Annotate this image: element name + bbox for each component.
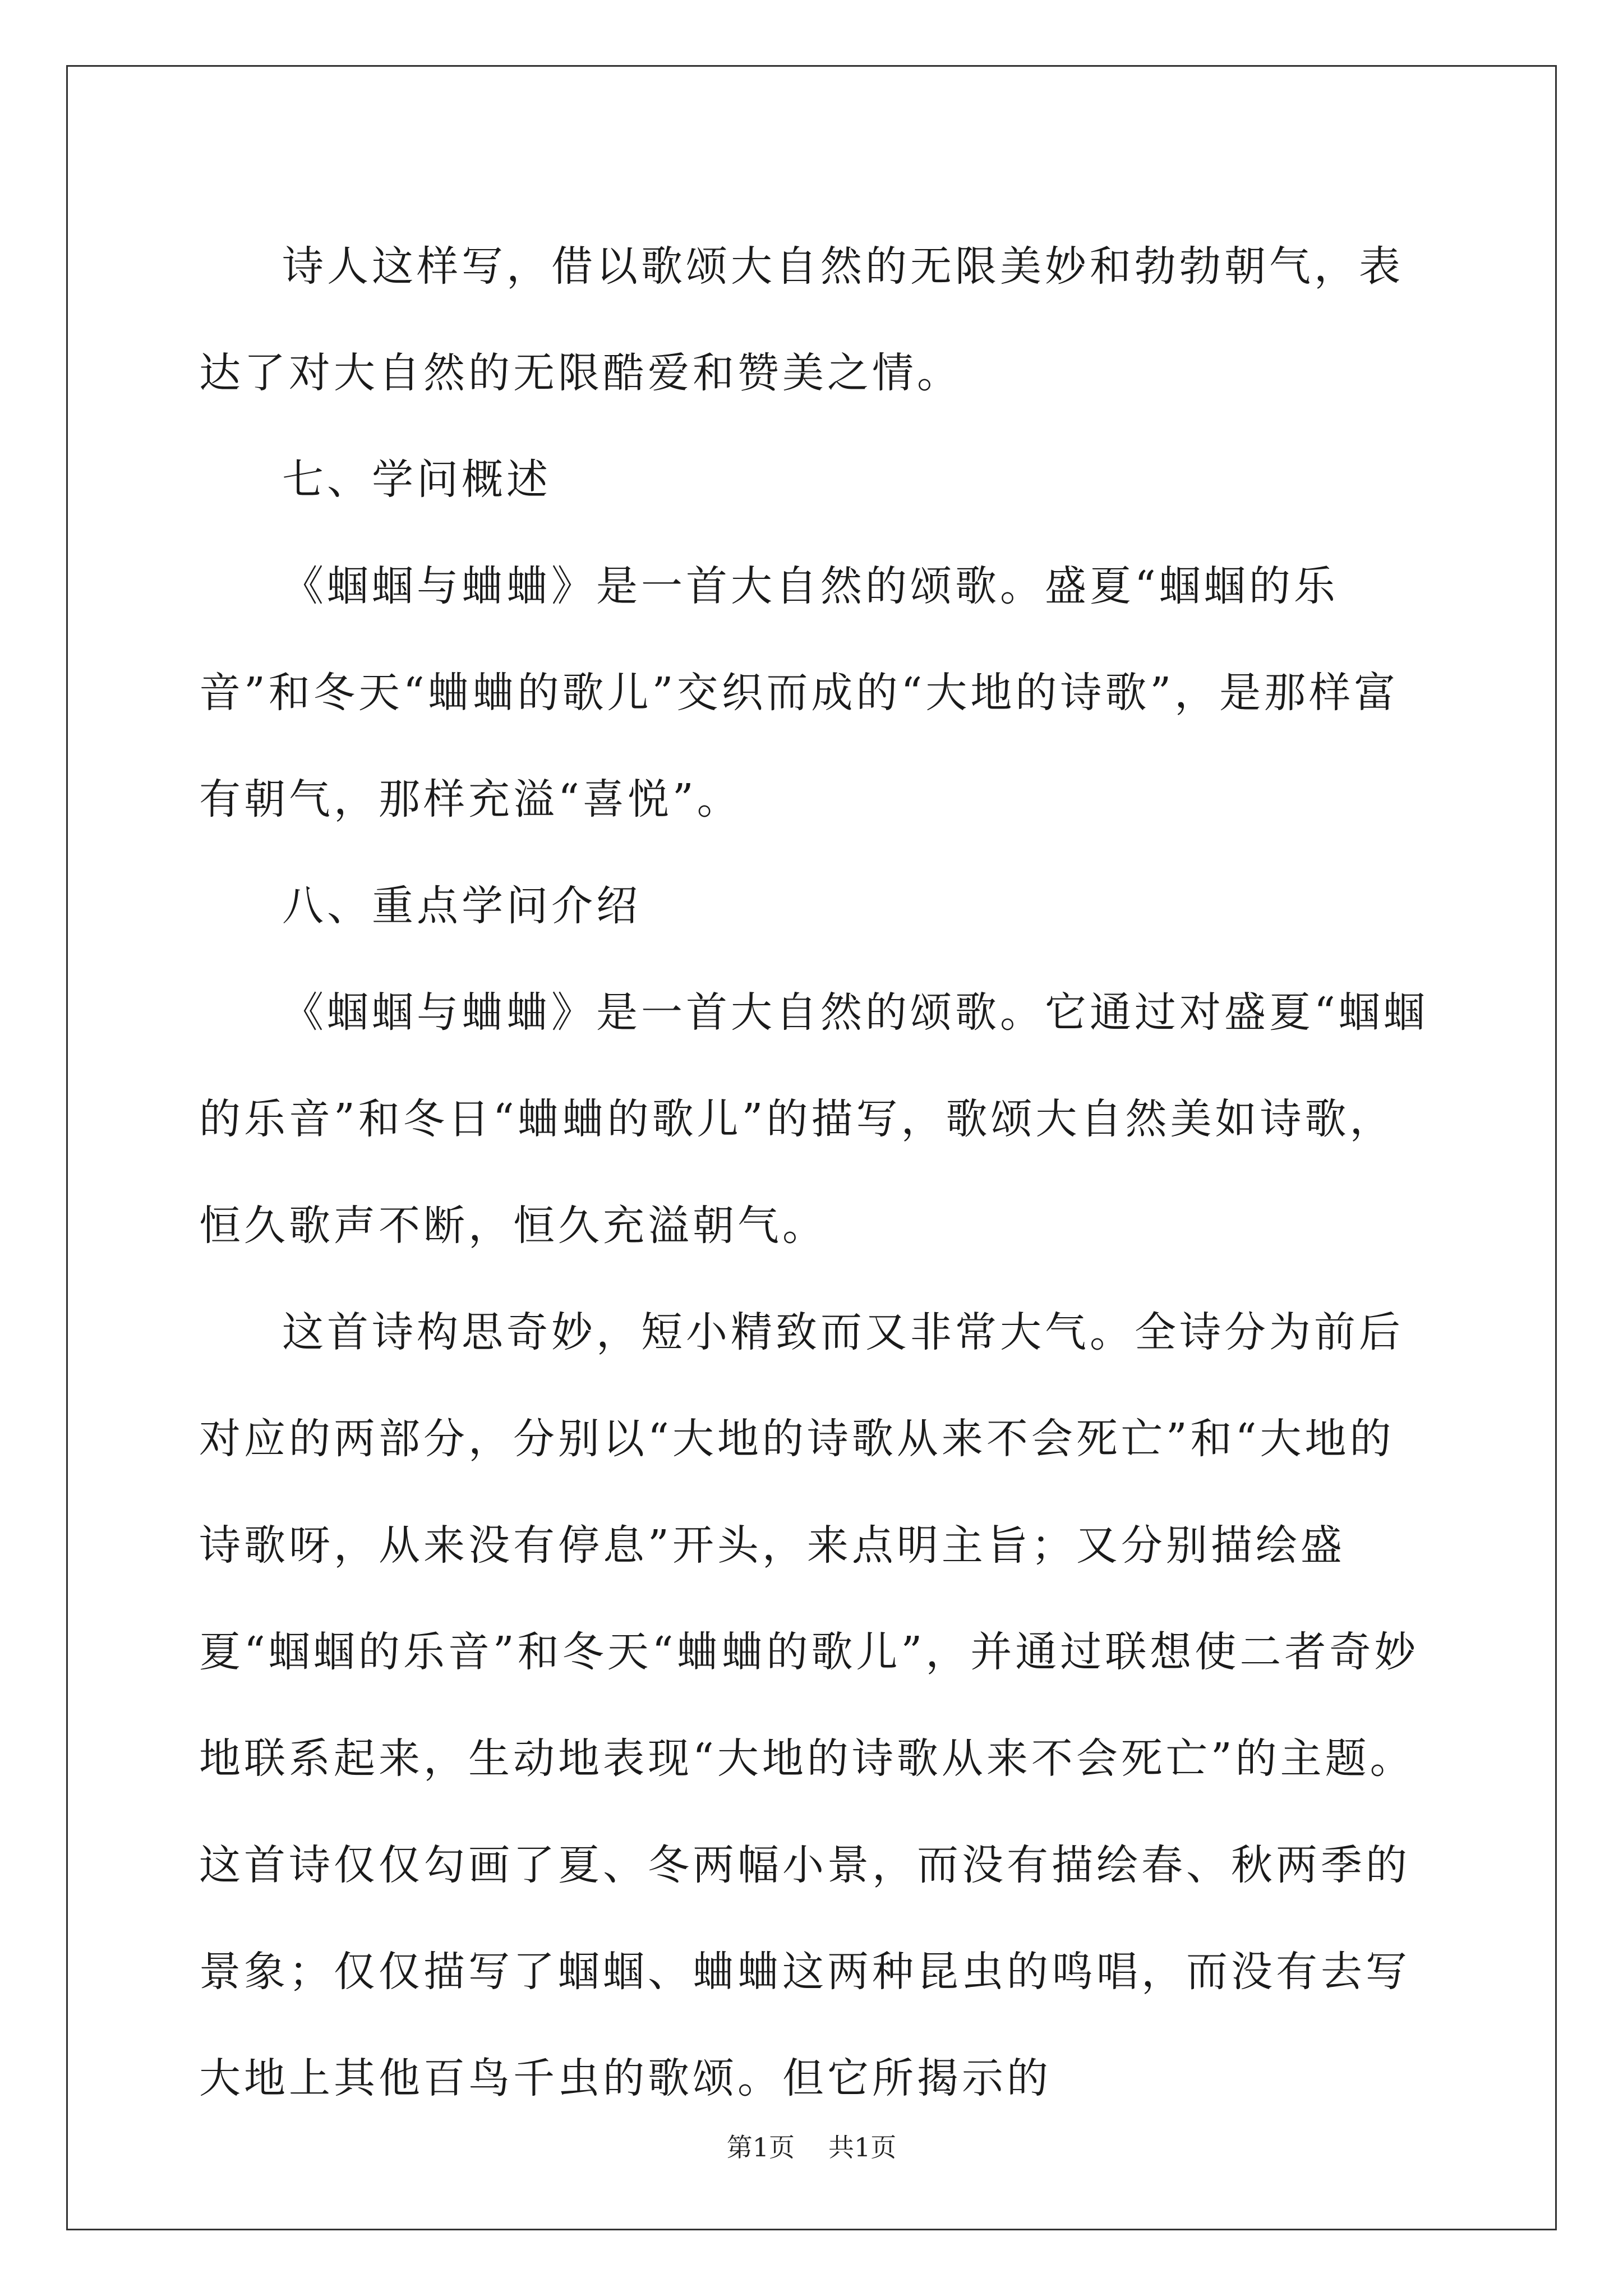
section-heading: 八、重点学问介绍 — [282, 882, 641, 930]
page-footer — [0, 2131, 1623, 2164]
paragraph: 这首诗构思奇妙，短小精致而又非常大气。全诗分为前后对应的两部分，分别以“大地的诗歌从来不会死亡”和“大地的诗歌呀，从来没有停息”开头，来点明主旨；又分别描绘盛夏“蝈蝈的乐音”和冬天“蛐蛐的歌儿”，并通过联想使二者奇妙地联系起来，生动地表现“大地的诗歌从来不会死亡”的主题。这首诗仅仅勾画了夏、冬两幅小景，而没有描绘春、秋两季的景象；仅仅描写了蝈蝈、蛐蛐这两种昆虫的鸣唱，而没有去写大地上其他百鸟千虫的歌颂。但它所揭示的 — [199, 1308, 1419, 2102]
paragraph: 《蝈蝈与蛐蛐》是一首大自然的颂歌。盛夏“蝈蝈的乐音”和冬天“蛐蛐的歌儿”交织而成的“大地的诗歌”，是那样富有朝气，那样充溢“喜悦”。 — [199, 562, 1399, 823]
page-total: 共1页 — [828, 2132, 897, 2162]
paragraph: 《蝈蝈与蛐蛐》是一首大自然的颂歌。它通过对盛夏“蝈蝈的乐音”和冬日“蛐蛐的歌儿”的描写，歌颂大自然美如诗歌，恒久歌声不断，恒久充溢朝气。 — [199, 988, 1428, 1250]
document-body — [199, 213, 1433, 2132]
page-number: 第1页 — [726, 2132, 795, 2162]
paragraph: 诗人这样写，借以歌颂大自然的无限美妙和勃勃朝气，表达了对大自然的无限酷爱和赞美之情。 — [199, 242, 1404, 397]
section-heading: 七、学问概述 — [282, 455, 551, 504]
